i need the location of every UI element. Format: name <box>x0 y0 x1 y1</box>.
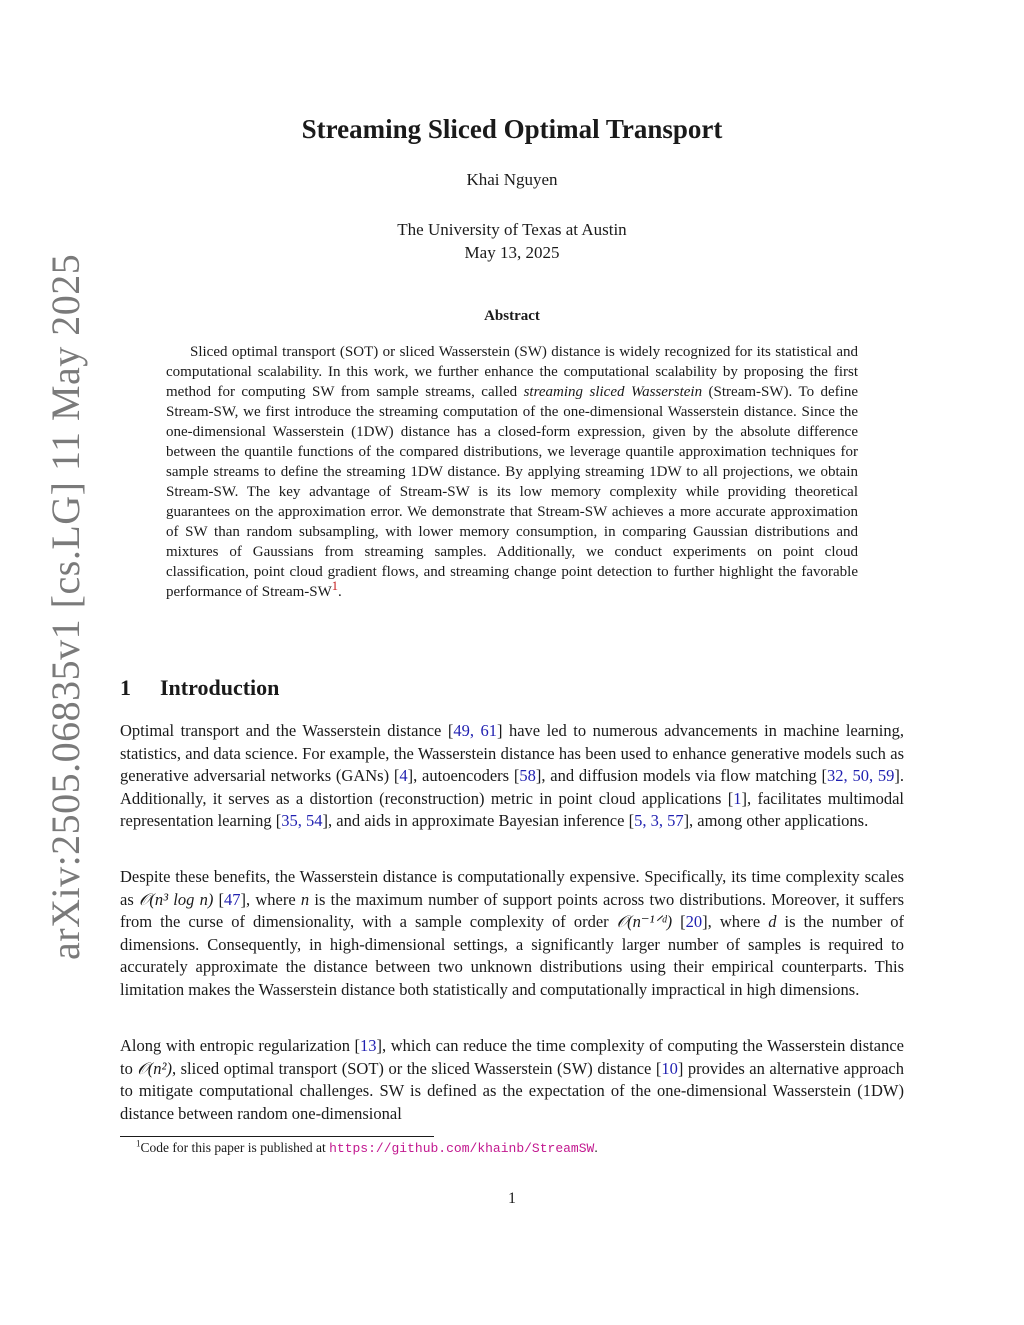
text: ], facilitates multimodal representation learning [ <box>120 788 904 831</box>
paper-title: Streaming Sliced Optimal Transport <box>301 114 723 144</box>
citation-link[interactable]: 20 <box>685 912 703 932</box>
footnote-rule <box>120 1136 434 1137</box>
abstract-text-2: (Stream-SW). To define Stream-SW, we first introduce the streaming computation of the one-dimensional Wasserstein distance. Since the one-dimensional Wasserstein (1DW) distance has a closed-form expression, given by the absolute difference between the quantile functions of the compared distributions, we leverage quantile approximation techniques for sample streams to define the streaming 1DW distance. By applying streaming 1DW to all projections, we obtain Stream-SW. The key advantage of Stream-SW is its low memory complexity while providing theoretical guarantees on the approximation error. We demonstrate that Stream-SW achieves a more accurate approximation of SW than random subsampling, with lower memory consumption, in comparing Gaussian distributions and mixtures of Gaussians from streaming samples. Additionally, we conduct experiments on point cloud classification, point cloud gradient flows, and streaming change point detection to further highlight the favorable performance of Stream-SW <box>166 384 859 600</box>
math-variable: n <box>300 889 310 909</box>
math-expression: 𝒪(n⁻¹ᐟᵈ) <box>616 912 673 932</box>
text: ] provides an alternative approach to mitigate computational challenges. SW is defined as the expectation of the one-dimensional Wasserstein (1DW) distance between random one-dimensional <box>120 1058 905 1123</box>
page-number: 1 <box>508 1190 516 1207</box>
footnote <box>136 1140 598 1156</box>
math-variable: d <box>768 912 777 932</box>
text: Despite these benefits, the Wasserstein distance is computationally expensive. Specifically, its time complexity scales as <box>120 867 904 909</box>
text: Along with entropic regularization [ <box>120 1036 361 1055</box>
text: is the number of dimensions. Consequently, in high-dimensional settings, a significantly larger number of samples is required to accurately approximate the distance between two unknown distributions using their empirical counterparts. This limitation makes the Wasserstein distance both statistically and computationally impractical in high dimensions. <box>120 912 904 999</box>
text: ], and aids in approximate Bayesian inference [ <box>322 811 635 831</box>
footnote-end: . <box>594 1140 598 1155</box>
citation-link[interactable]: 58 <box>519 766 536 786</box>
citation-link[interactable]: 4 <box>399 766 408 786</box>
arxiv-identifier-stamp: arXiv:2505.06835v1 [cs.LG] 11 May 2025 <box>43 253 88 960</box>
math-expression: 𝒪(n³ log n) <box>138 889 214 909</box>
text: ]. Additionally, it serves as a distortion (reconstruction) metric in point cloud applications [ <box>120 766 904 808</box>
citation-link[interactable]: 5, 3, 57 <box>634 811 684 831</box>
section-heading <box>120 675 279 701</box>
footnote-text: Code for this paper is published at <box>140 1140 330 1155</box>
citation-link[interactable]: 13 <box>360 1036 377 1055</box>
section-number: 1 <box>120 675 131 700</box>
abstract-end: . <box>338 584 342 600</box>
date: May 13, 2025 <box>464 243 560 262</box>
text: Optimal transport and the Wasserstein distance [ <box>120 721 454 740</box>
text: , sliced optimal transport (SOT) or the sliced Wasserstein (SW) distance [ <box>171 1058 662 1078</box>
citation-link[interactable]: 1 <box>733 788 742 808</box>
citation-link[interactable]: 47 <box>224 889 241 909</box>
abstract-italic-term: streaming sliced Wasserstein <box>523 384 703 400</box>
citation-link[interactable]: 32, 50, 59 <box>827 766 895 786</box>
abstract-body <box>166 342 858 602</box>
affiliation-block <box>0 218 1024 264</box>
citation-link[interactable]: 49, 61 <box>453 721 497 740</box>
text: ], and diffusion models via flow matching [ <box>535 766 828 786</box>
intro-paragraph-3 <box>120 1035 904 1125</box>
footnote-marker-link[interactable]: 1 <box>331 579 339 593</box>
affiliation: The University of Texas at Austin <box>397 220 627 239</box>
text: [ <box>213 889 225 909</box>
text: ], where <box>240 889 301 909</box>
citation-link[interactable]: 35, 54 <box>281 811 323 831</box>
github-url-link[interactable]: https://github.com/khainb/StreamSW <box>329 1141 595 1156</box>
text: ] have led to numerous advancements in machine learning, statistics, and data science. For example, the Wasserstein distance has been used to enhance generative models such as generative adversarial networks (GANs) [ <box>120 721 904 786</box>
footnote-number: 1 <box>136 1138 141 1149</box>
section-title: Introduction <box>160 675 280 700</box>
abstract-heading: Abstract <box>484 308 540 324</box>
author-name: Khai Nguyen <box>466 170 558 189</box>
text: [ <box>672 912 686 932</box>
citation-link[interactable]: 10 <box>661 1058 678 1078</box>
math-expression: 𝒪(n²) <box>137 1058 172 1078</box>
intro-paragraph-1 <box>120 720 904 833</box>
text: ], autoencoders [ <box>407 766 520 786</box>
text: ], which can reduce the time complexity of computing the Wasserstein distance to <box>120 1036 904 1078</box>
abstract-text-1: Sliced optimal transport (SOT) or sliced Wasserstein (SW) distance is widely recognized for its statistical and computational scalability. In this work, we further enhance the computational scalability by proposing the first method for computing SW from sample streams, called <box>166 344 858 400</box>
intro-paragraph-2 <box>120 866 904 1002</box>
text: ], among other applications. <box>683 811 869 831</box>
text: is the maximum number of support points across two distributions. Moreover, it suffers from the curse of dimensionality, with a sample complexity of order <box>120 889 904 932</box>
text: ], where <box>702 912 769 932</box>
